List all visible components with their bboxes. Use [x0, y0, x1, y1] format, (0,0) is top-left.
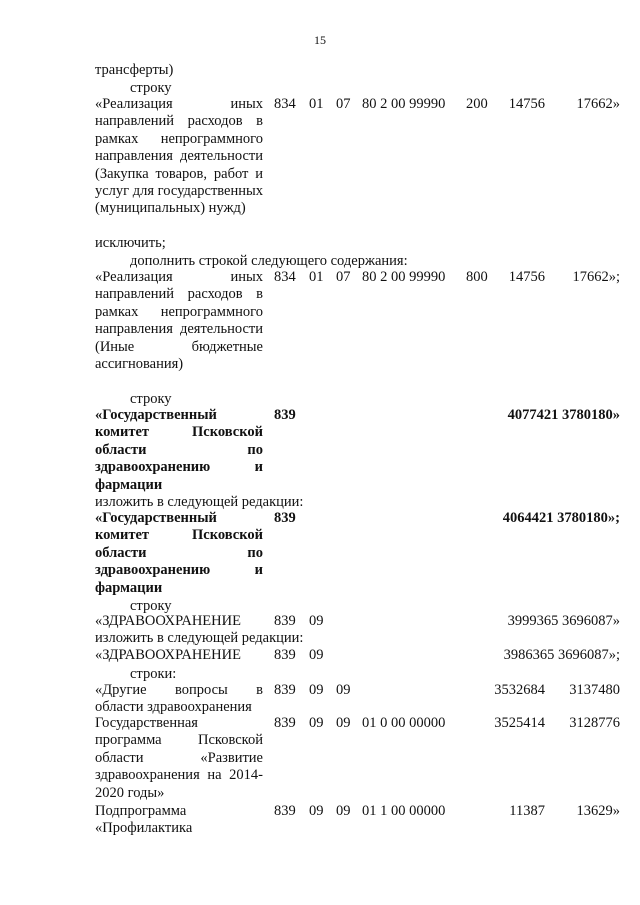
grbs-code: 839 — [274, 682, 296, 698]
section-code: 09 — [309, 613, 324, 629]
grbs-code: 839 — [274, 510, 296, 526]
table-row — [95, 96, 620, 218]
expense-type-code: 200 — [466, 96, 488, 112]
table-row — [95, 407, 620, 494]
table-row — [95, 510, 620, 597]
text-line: строку — [130, 598, 172, 614]
amount-year-2: 3128776 — [569, 715, 620, 731]
amounts: 3986365 3696087»; — [503, 647, 620, 663]
amounts: 3999365 3696087» — [507, 613, 620, 629]
row-name: Государственная программа Псковской области «Развитие здравоохранения на 2014-2020 годы» — [95, 715, 263, 801]
text-line: исключить; — [95, 235, 166, 251]
section-code: 09 — [309, 682, 324, 698]
amount-year-2: 17662»; — [572, 269, 620, 285]
grbs-code: 834 — [274, 269, 296, 285]
text-line: дополнить строкой следующего содержания: — [130, 253, 408, 269]
amount-year-2: 13629» — [576, 803, 620, 819]
grbs-code: 839 — [274, 715, 296, 731]
grbs-code: 834 — [274, 96, 296, 112]
table-row — [95, 803, 620, 838]
amount-year-1: 3525414 — [494, 715, 545, 731]
row-name: «Государственный комитет Псковской области по здравоохранению и фармации — [95, 510, 263, 596]
amounts: 4077421 3780180» — [507, 407, 620, 423]
row-name: «Другие вопросы в области здравоохранения — [95, 682, 263, 716]
text-line: изложить в следующей редакции: — [95, 630, 304, 646]
table-row — [95, 682, 620, 717]
section-code: 09 — [309, 647, 324, 663]
text-line: строку — [130, 80, 172, 96]
subsection-code: 07 — [336, 269, 351, 285]
target-article-code: 80 2 00 99990 — [362, 96, 446, 112]
row-name: «Реализация иных направлений расходов в рамках непрограммного направления деятельности (Закупка товаров, работ и услуг для государственных (муниципальных) нужд) — [95, 96, 263, 217]
table-row — [95, 647, 620, 664]
text-line: изложить в следующей редакции: — [95, 494, 304, 510]
section-code: 09 — [309, 715, 324, 731]
row-name: Подпрограмма «Профилактика — [95, 803, 193, 837]
section-code: 01 — [309, 96, 324, 112]
subsection-code: 09 — [336, 803, 351, 819]
grbs-code: 839 — [274, 803, 296, 819]
amount-year-1: 3532684 — [494, 682, 545, 698]
target-article-code: 01 1 00 00000 — [362, 803, 446, 819]
table-row — [95, 715, 620, 802]
table-row — [95, 613, 620, 630]
grbs-code: 839 — [274, 407, 296, 423]
amount-year-1: 11387 — [509, 803, 545, 819]
page-number: 15 — [314, 33, 326, 47]
text-line: строки: — [130, 666, 177, 682]
row-name: «Реализация иных направлений расходов в рамках непрограммного направления деятельности (Иные бюджетные ассигнования) — [95, 269, 263, 373]
grbs-code: 839 — [274, 613, 296, 629]
subsection-code: 07 — [336, 96, 351, 112]
row-name: «Государственный комитет Псковской области по здравоохранению и фармации — [95, 407, 263, 493]
row-name: «ЗДРАВООХРАНЕНИЕ — [95, 647, 241, 663]
section-code: 09 — [309, 803, 324, 819]
grbs-code: 839 — [274, 647, 296, 663]
section-code: 01 — [309, 269, 324, 285]
amounts: 4064421 3780180»; — [502, 510, 620, 526]
expense-type-code: 800 — [466, 269, 488, 285]
amount-year-1: 14756 — [508, 96, 545, 112]
table-row — [95, 269, 620, 373]
text-line: трансферты) — [95, 62, 174, 78]
row-name: «ЗДРАВООХРАНЕНИЕ — [95, 613, 241, 629]
target-article-code: 01 0 00 00000 — [362, 715, 446, 731]
amount-year-1: 14756 — [508, 269, 545, 285]
amount-year-2: 17662» — [576, 96, 620, 112]
amount-year-2: 3137480 — [569, 682, 620, 698]
target-article-code: 80 2 00 99990 — [362, 269, 446, 285]
subsection-code: 09 — [336, 682, 351, 698]
subsection-code: 09 — [336, 715, 351, 731]
text-line: строку — [130, 391, 172, 407]
